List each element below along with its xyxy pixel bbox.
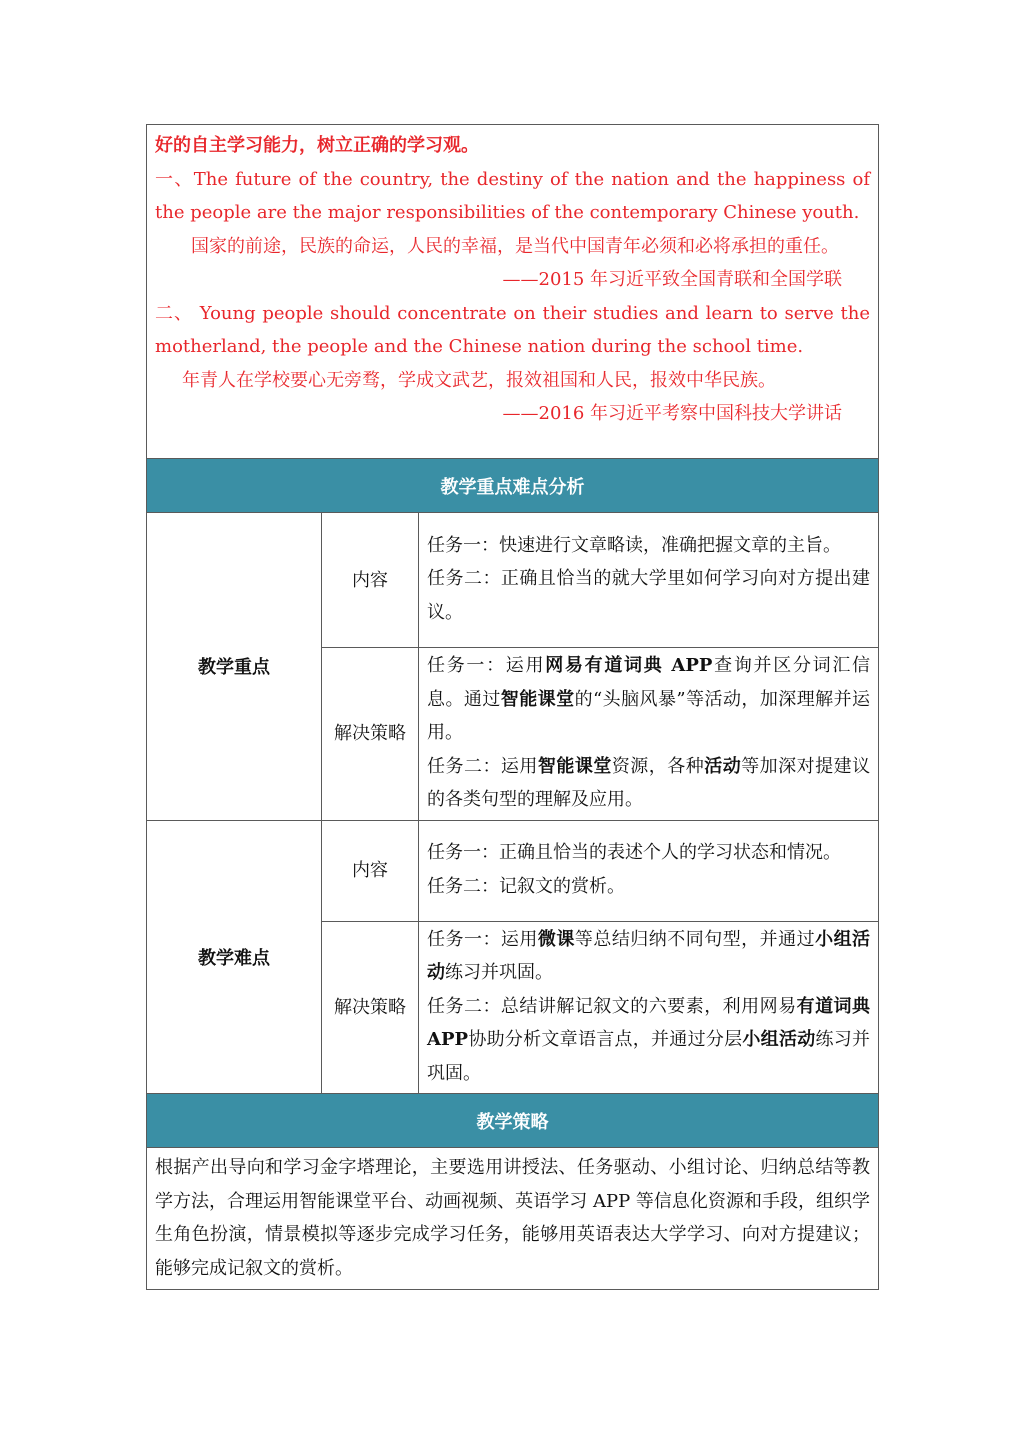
key-points-content-row bbox=[147, 513, 879, 648]
difficulties-strategy-task1: 任务一：运用微课等总结归纳不同句型，并通过小组活动练习并巩固。 bbox=[427, 928, 871, 983]
emphasis-text: 智能课堂 bbox=[537, 755, 612, 777]
intro-lead-text: 好的自主学习能力，树立正确的学习观。 bbox=[155, 135, 479, 156]
difficulties-content-task2: 任务二：记叙文的赏析。 bbox=[427, 875, 625, 897]
difficulties-content-row bbox=[147, 820, 879, 921]
difficulties-strategy-label: 解决策略 bbox=[322, 921, 419, 1094]
difficulties-content-label: 内容 bbox=[322, 820, 419, 921]
key-points-content-task1: 任务一：快速进行文章略读，准确把握文章的主旨。 bbox=[427, 534, 841, 556]
lesson-plan-page bbox=[146, 124, 878, 1290]
key-points-strategy-task1: 任务一：运用网易有道词典 APP查询并区分词汇信息。通过智能课堂的“头脑风暴”等活动，加深理解并运用。 bbox=[427, 655, 871, 743]
difficulties-content-task1: 任务一：正确且恰当的表述个人的学习状态和情况。 bbox=[427, 842, 841, 863]
key-points-content-task2: 任务二：正确且恰当的就大学里如何学习向对方提出建议。 bbox=[427, 568, 871, 623]
difficulties-label: 教学难点 bbox=[147, 820, 322, 1094]
difficulties-strategy-task2: 任务二：总结讲解记叙文的六要素，利用网易有道词典 APP协助分析文章语言点，并通过分层小组活动练习并巩固。 bbox=[427, 995, 871, 1084]
quote1-chinese: 国家的前途，民族的命运，人民的幸福，是当代中国青年必须和必将承担的重任。 bbox=[191, 235, 839, 257]
strategy-text: 根据产出导向和学习金字塔理论，主要选用讲授法、任务驱动、小组讨论、归纳总结等教学方法，合理运用智能课堂平台、动画视频、英语学习 APP 等信息化资源和手段，组织学生角色扮演，情景模拟等逐步完成学习任务，能够用英语表达大学学习、向对方提建议；能够完成记叙文的赏析。 bbox=[147, 1148, 879, 1290]
quote2-source: ——2016 年习近平考察中国科技大学讲话 bbox=[502, 403, 843, 424]
key-points-strategy-label: 解决策略 bbox=[322, 648, 419, 821]
emphasis-text: 网易有道词典 APP bbox=[545, 655, 713, 676]
lesson-plan-table bbox=[146, 124, 879, 1290]
analysis-header-row bbox=[147, 459, 879, 513]
emphasis-text: 智能课堂 bbox=[500, 688, 575, 710]
emphasis-text: 小组活动 bbox=[742, 1029, 816, 1050]
key-points-label: 教学重点 bbox=[147, 513, 322, 821]
strategy-header-row bbox=[147, 1094, 879, 1148]
emphasis-text: 活动 bbox=[704, 755, 742, 777]
difficulties-strategy-cell bbox=[419, 921, 879, 1094]
difficulties-content-cell bbox=[419, 820, 879, 921]
key-points-strategy-task2: 任务二：运用智能课堂资源，各种活动等加深对提建议的各类句型的理解及应用。 bbox=[427, 755, 871, 810]
quote1-english: 一、The future of the country, the destiny of the nation and the happiness of the people are the major responsibilities of the contemporary Chinese youth. bbox=[155, 168, 871, 223]
quote1-source: ——2015 年习近平致全国青联和全国学联 bbox=[502, 269, 843, 290]
key-points-content-cell bbox=[419, 513, 879, 648]
emphasis-text: 有道词典 APP bbox=[427, 995, 871, 1050]
quote2-english: 二、 Young people should concentrate on their studies and learn to serve the motherland, the people and the Chinese nation during the school time. bbox=[155, 302, 871, 357]
emphasis-text: 小组活动 bbox=[427, 928, 871, 983]
strategy-text-row bbox=[147, 1148, 879, 1290]
intro-row bbox=[147, 125, 879, 459]
strategy-section-header: 教学策略 bbox=[147, 1094, 879, 1148]
key-points-strategy-cell bbox=[419, 648, 879, 821]
intro-quotes-cell bbox=[147, 125, 879, 459]
analysis-section-header: 教学重点难点分析 bbox=[147, 459, 879, 513]
key-points-content-label: 内容 bbox=[322, 513, 419, 648]
emphasis-text: 微课 bbox=[537, 928, 575, 950]
quote2-chinese: 年青人在学校要心无旁骛，学成文武艺，报效祖国和人民，报效中华民族。 bbox=[182, 369, 776, 391]
